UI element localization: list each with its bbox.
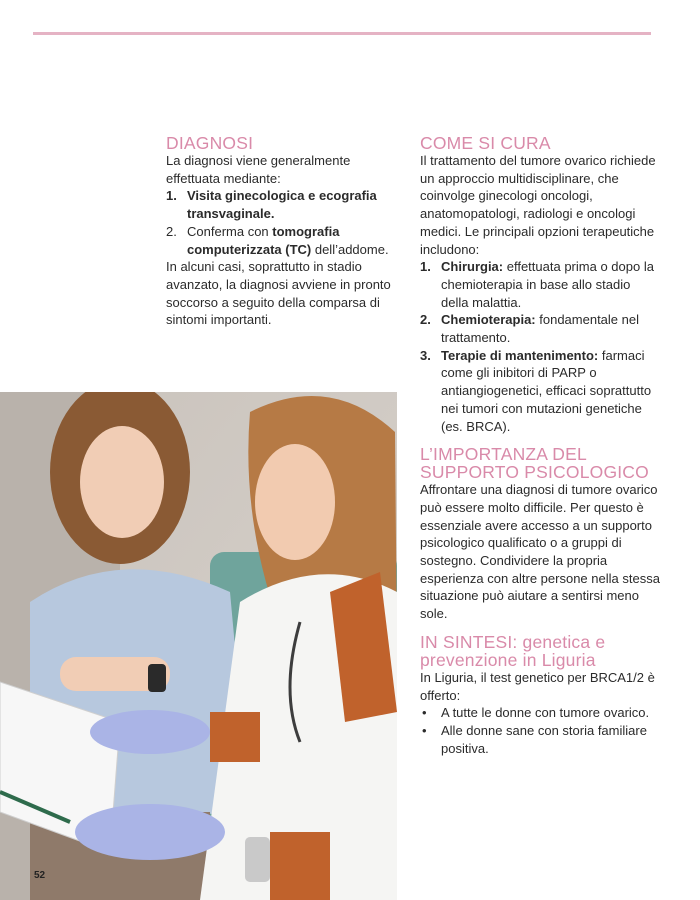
supporto-title: L’IMPORTANZA DEL SUPPORTO PSICOLOGICO xyxy=(420,444,649,483)
terapia-item-bold: Chirurgia: xyxy=(441,259,504,275)
diagnosi-intro: La diagnosi viene generalmente effettuata mediante: xyxy=(166,153,351,186)
terapia-item-bold: Terapie di mantenimento: xyxy=(441,347,599,363)
right-column xyxy=(420,134,660,757)
list-number: 3. xyxy=(420,347,431,363)
diagnosi-item-post: dell’addome. xyxy=(311,241,389,257)
sintesi-bullet-text: A tutte le donne con tumore ovarico. xyxy=(441,705,650,721)
sintesi-intro: In Liguria, il test genetico per BRCA1/2 è offerto: xyxy=(420,669,655,703)
list-number: 1. xyxy=(166,188,177,204)
diagnosi-title: DIAGNOSI xyxy=(166,133,254,153)
bullet-icon: • xyxy=(422,705,427,721)
terapia-item-text: effettuata prima o dopo la chemioterapia in base allo stadio della malattia. xyxy=(441,259,654,310)
sintesi-title: IN SINTESI: genetica e prevenzione in Liguria xyxy=(420,631,606,670)
list-number: 2. xyxy=(420,312,431,328)
page-number: 52 xyxy=(34,870,46,881)
terapie-list xyxy=(420,258,660,435)
list-number: 1. xyxy=(420,259,431,275)
diagnosi-item xyxy=(166,187,398,222)
sintesi-bullet-text: Alle donne sane con storia familiare positiva. xyxy=(441,722,647,756)
terapia-item xyxy=(420,347,660,436)
diagnosi-list xyxy=(166,187,398,258)
diagnosi-item-pre: Conferma con xyxy=(187,223,273,239)
terapia-item-bold: Chemioterapia: xyxy=(441,312,536,328)
come-si-cura-title: COME SI CURA xyxy=(420,133,551,153)
terapia-item xyxy=(420,258,660,311)
terapia-item-text: farmaci come gli inibitori di PARP o antiangiogenetici, efficaci soprattutto nei tumori con mutazioni genetiche (es. BRCA). xyxy=(441,347,652,434)
sintesi-bullet xyxy=(420,722,660,757)
doctor-patient-photo xyxy=(0,392,397,900)
sintesi-list xyxy=(420,704,660,757)
terapia-item xyxy=(420,311,660,346)
top-rule xyxy=(33,32,651,35)
bullet-icon: • xyxy=(422,722,427,738)
diagnosi-section xyxy=(166,134,398,329)
diagnosi-item-bold: tomografia computerizzata (TC) xyxy=(187,223,340,257)
supporto-text: Affrontare una diagnosi di tumore ovarico può essere molto difficile. Per questo è essenziale avere accesso a un supporto psicologico qualificato o a gruppi di sostegno. Condividere la propria esperienza con altre persone nella stessa situazione può aiutare a sentirsi meno sole. xyxy=(420,482,660,622)
sintesi-bullet xyxy=(420,704,660,722)
diagnosi-outro: In alcuni casi, soprattutto in stadio avanzato, la diagnosi avviene in pronto soccorso a seguito della comparsa di sintomi importanti. xyxy=(166,259,391,328)
diagnosi-item xyxy=(166,223,398,258)
terapia-item-text: fondamentale nel trattamento. xyxy=(441,312,639,346)
come-si-cura-intro: Il trattamento del tumore ovarico richiede un approccio multidisciplinare, che coinvolge ginecologi oncologi, anatomopatologi, radiologi e oncologi medici. Le principali opzioni terapeutiche includono: xyxy=(420,153,656,257)
list-number: 2. xyxy=(166,223,177,239)
diagnosi-item-bold: Visita ginecologica e ecografia transvaginale. xyxy=(187,188,377,222)
